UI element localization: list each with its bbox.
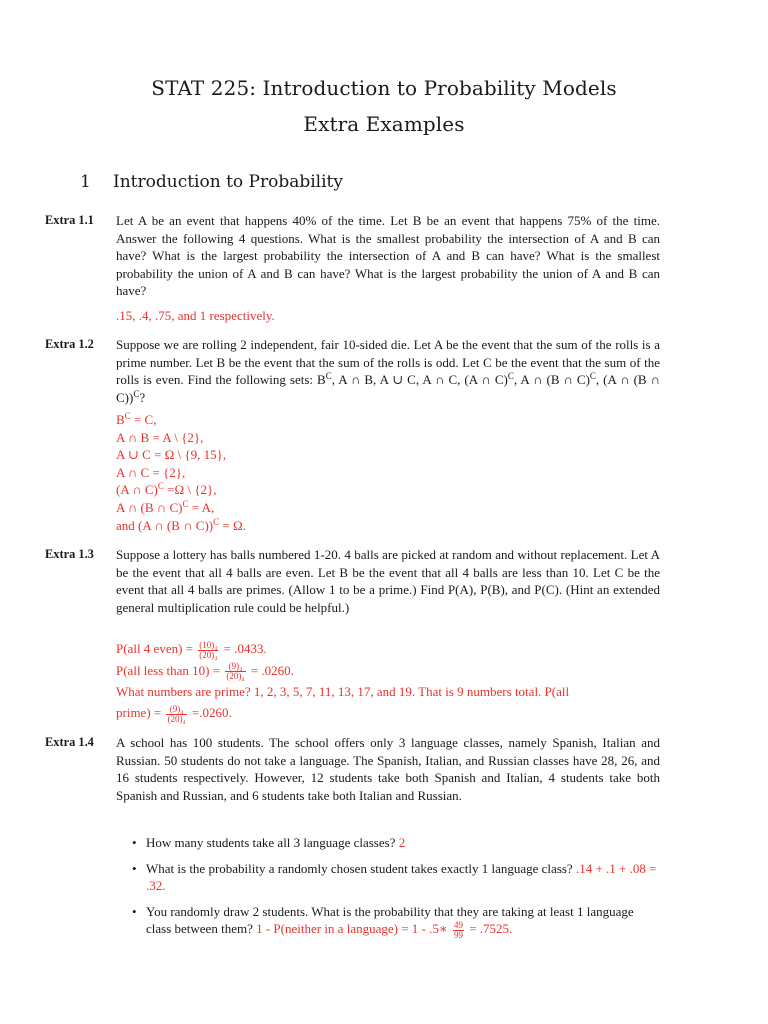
bullet-list — [132, 834, 660, 940]
document-title: STAT 225: Introduction to Probability Models — [151, 76, 617, 100]
extra-answer-list — [116, 638, 660, 724]
extra-answer: .15, .4, .75, and 1 respectively. — [116, 308, 275, 323]
answer-line: prime) = $\frac{\text{(9)₄}}{\text{(20)₄}}$ =.0260. — [116, 703, 232, 724]
section-number: 1 — [80, 172, 91, 192]
answer-line: (A ∩ C)$^C$ =Ω \ {2}, — [116, 481, 217, 498]
answer-line: P(all 4 even) = $\frac{\text{(10)₄}}{\text{(20)₄}}$ = .0433. — [116, 639, 267, 660]
answer-line: P(all less than 10) = $\frac{\text{(9)₄}}{\text{(20)₄}}$ = .0260. — [116, 661, 294, 682]
extra-question: Let A be an event that happens 40% of the time. Let B be an event that happens 75% of the time. Answer the following 4 questions. What is the smallest probability the intersection of A and B can have? What is the largest probability the intersection of A and B can have? What is the smallest probability the union of A and B can have? What is the largest probability the union of A and B can have? — [116, 213, 660, 299]
answer-line: What numbers are prime? 1, 2, 3, 5, 7, 11, 13, 17, and 19. That is 9 numbers total. P(all — [116, 684, 570, 700]
fraction: $\frac{\text{(9)₄}}{\text{(20)₄}}$ — [226, 661, 245, 682]
fraction: $\frac{49}{99}$ — [453, 919, 463, 940]
answer-line: A ∪ C = Ω \ {9, 15}, — [116, 447, 227, 463]
bullet-icon: • — [132, 903, 137, 919]
answer-line: A ∩ C = {2}, — [116, 464, 186, 480]
answer-line: A ∩ (B ∩ C)$^C$ = A, — [116, 498, 215, 515]
list-item: • What is the probability a randomly chosen student takes exactly 1 language class? .14 + .1 + .08 = .32. — [132, 860, 657, 894]
extra-question: Suppose a lottery has balls numbered 1-20. 4 balls are picked at random and without replacement. Let A be the event that all 4 balls are even. Let B be the event that all 4 balls are less than 10. Let C be the event that all 4 balls are primes. (Allow 1 to be a prime.) Find P(A), P(B), and P(C). (Hint an extended general multiplication rule could be helpful.) — [116, 547, 660, 615]
extra-label: Extra 1.4 — [45, 735, 94, 749]
answer-line: $B^C = C$, — [116, 411, 157, 427]
extra-label: Extra 1.1 — [45, 213, 94, 227]
list-item: • How many students take all 3 language classes? 2 — [132, 835, 406, 850]
bullet-icon: • — [132, 835, 137, 850]
extra-label: Extra 1.3 — [45, 547, 94, 561]
extra-question: A school has 100 students. The school offers only 3 language classes, namely Spanish, Italian and Russian. 50 students do not take a language. The Spanish, Italian, and Russian classes have 28, 26, and 16 students respectively. However, 12 students take both Spanish and Italian, 4 students take both Spanish and Russian, and 6 students take both Italian and Russian. — [116, 735, 660, 803]
document-subtitle: Extra Examples — [303, 112, 465, 136]
answer-line: and (A ∩ (B ∩ C))$^C$ = Ω. — [116, 516, 246, 533]
fraction: $\frac{\text{(9)₄}}{\text{(20)₄}}$ — [167, 703, 186, 724]
extra-question: Suppose we are rolling 2 independent, fair 10-sided die. Let A be the event that the sum of the rolls is a prime number. Let B be the event that the sum of the rolls is odd. Let C be the event that the sum of the rolls is even. Find the following sets: $B^C$, A ∩ B, A ∪ C, A ∩ C, (A ∩ C)$^C$, A ∩ (B ∩ C)$^C$, (A ∩ (B ∩ C))$^C$? — [116, 337, 660, 405]
section-title: Introduction to Probability — [113, 172, 343, 192]
answer-line: A ∩ B = A \ {2}, — [116, 429, 204, 445]
bullet-icon: • — [132, 860, 137, 876]
extra-answer-list — [116, 411, 660, 534]
list-item: • You randomly draw 2 students. What is the probability that they are taking at least 1 language class between them? 1 - P(neither in a language) = 1 - .5∗ $\frac{49}{99}$ = .7525. — [132, 903, 634, 940]
extra-label: Extra 1.2 — [45, 337, 94, 351]
fraction: $\frac{\text{(10)₄}}{\text{(20)₄}}$ — [199, 639, 218, 660]
